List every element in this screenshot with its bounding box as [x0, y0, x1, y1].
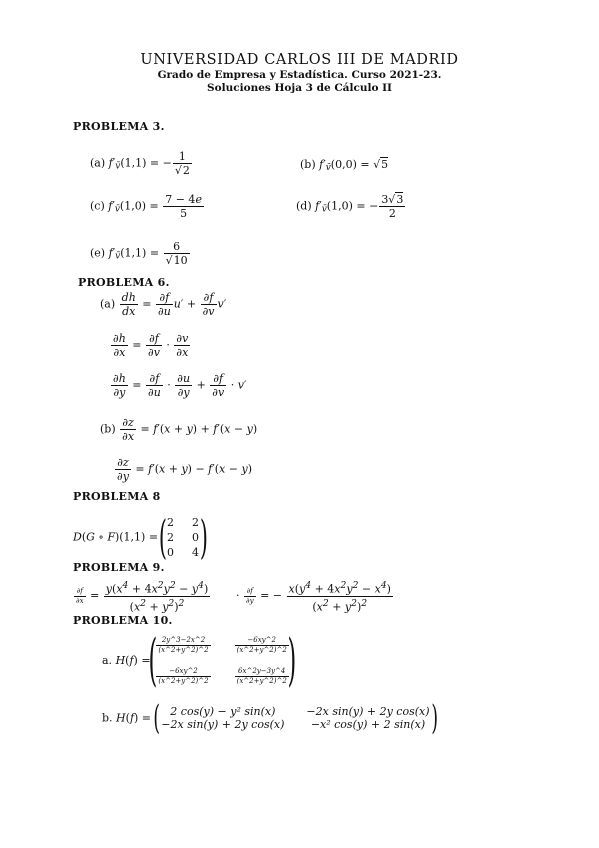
section-problema-6: PROBLEMA 6. — [78, 276, 170, 289]
university-title: UNIVERSIDAD CARLOS III DE MADRID — [140, 52, 459, 68]
section-problema-9: PROBLEMA 9. — [73, 561, 165, 574]
label-p10a: a. — [102, 654, 113, 667]
label-a: (a) — [90, 156, 106, 170]
label-b: (b) — [300, 158, 316, 171]
p8-matrix: 2 2 2 0 0 4 — [167, 515, 200, 559]
p3-item-d: (d) f′v̄(1,0) = − $\frac{3√3}{2}$ — [296, 193, 404, 220]
label-c: (c) — [90, 199, 105, 213]
sheet-subtitle: Soluciones Hoja 3 de Cálculo II — [207, 82, 392, 94]
p9-df-dx: $\frac{\partial f}{\partial x}$ = $\frac{y(x^4 + 4x^2y^2 - y^4)}{(x^2 + y^2)^2}$ — [76, 580, 209, 614]
label-a: (a) — [100, 297, 116, 311]
p10-hessian-b: b. H(f) = ( 2 cos(y) − y² sin(x) −2x sin(y) + 2y cos(x) −2x sin(y) + 2y cos(x) −x² cos(y) + 2 sin(x) ) — [102, 698, 438, 738]
p10a-matrix: $\frac{2y\^{}3-2x\^{}2}{(x\^{}2+y\^{}2)\^{}2}$ $\frac{-6xy\^{}2}{(x\^{}2+y\^{}2)\^{}2}$ $\frac{-6xy\^{}2}{(x\^{}2+y\^{}2)\^{}2}$ $\frac{6x\^{}2y-3y\^{}4}{(x\^{}2+y\^{}2)\^{}2}$ — [158, 635, 287, 685]
p3-item-c: (c) f′v̄(1,0) = $\frac{7 - 4e}{5}$ — [90, 193, 202, 220]
p10b-matrix: 2 cos(y) − y² sin(x) −2x sin(y) + 2y cos(x) −2x sin(y) + 2y cos(x) −x² cos(y) + 2 sin(x) — [161, 705, 430, 731]
p6-dh-dx: (a) $\frac{dh}{dx}$ = $\frac{\partial f}{\partial u}$ u′ + $\frac{\partial f}{\partial v}$ v′ — [100, 291, 227, 318]
p8-jacobian: D(G ∘ F)(1,1) = ( 2 2 2 0 0 4 ) — [73, 510, 208, 564]
label-p10b: b. — [102, 711, 113, 725]
p6-dh-dy-partial: $\frac{\partial h}{\partial y}$ = $\frac{\partial f}{\partial u}$ · $\frac{\partial u}{\partial y}$ + $\frac{\partial f}{\partial v}$ · v′ — [113, 372, 247, 399]
section-problema-8: PROBLEMA 8 — [73, 490, 161, 503]
p6-dz-dy: $\frac{\partial z}{\partial y}$ = f′(x + y) − f′(x − y) — [117, 456, 252, 483]
label-b: (b) — [100, 422, 116, 436]
p10-hessian-a: a. H(f) = ( $\frac{2y\^{}3-2x\^{}2}{(x\^{}2+y\^{}2)\^{}2}$ $\frac{-6xy\^{}2}{(x\^{}2+y\^{}2)\^{}2}$ $\frac{-6xy\^{}2}{(x\^{}2+y\^{}2)\^{}2}$ $\frac{6x\^{}2y-3y\^{}4}{(x\^{}2+y\^{}2)\^{}2}$ ) — [102, 628, 297, 693]
p6-dh-dx-partial: $\frac{\partial h}{\partial x}$ = $\frac{\partial f}{\partial v}$ · $\frac{\partial v}{\partial x}$ — [113, 332, 189, 359]
label-e: (e) — [90, 246, 106, 260]
section-problema-10: PROBLEMA 10. — [73, 614, 173, 627]
p9-df-dy: · $\frac{\partial f}{\partial y}$ = − $\frac{x(y^4 + 4x^2y^2 - x^4)}{(x^2 + y^2)^2}$ — [236, 580, 391, 614]
course-subtitle: Grado de Empresa y Estadística. Curso 2021-23. — [157, 69, 442, 81]
section-problema-3: PROBLEMA 3. — [73, 120, 165, 133]
p3-item-e: (e) f′v̄(1,1) = $\frac{6}{√10}$ — [90, 240, 188, 267]
p3-item-b: (b) f′v̄(0,0) = √5 — [300, 158, 389, 173]
p3-item-a: (a) f′v̄(1,1) = − $\frac{1}{√2}$ — [90, 150, 190, 177]
label-d: (d) — [296, 199, 312, 213]
p6-dz-dx: (b) $\frac{\partial z}{\partial x}$ = f′(x + y) + f′(x − y) — [100, 416, 258, 443]
